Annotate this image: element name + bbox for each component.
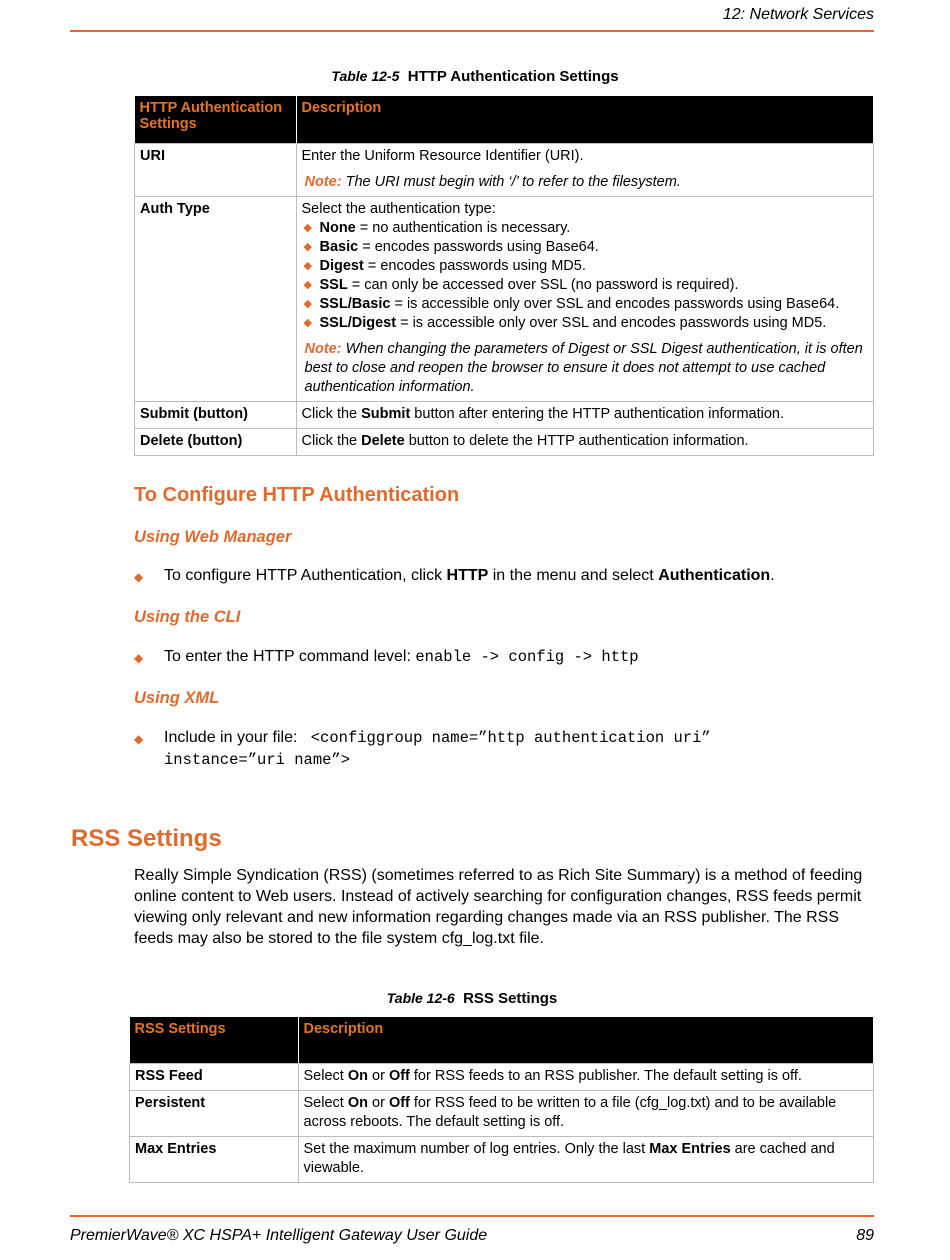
diamond-bullet-icon: ◆ bbox=[134, 570, 144, 584]
list-item: ◆ Include in your file: <configgroup name=”http authentication uri” instance=”uri name”> bbox=[134, 729, 711, 769]
body-paragraph: Really Simple Syndication (RSS) (sometimes referred to as Rich Site Summary) is a method of feeding online content to Web users. Instead of actively searching for configuration changes, RSS feeds permit viewing only relevant and new information regarding changes made via an RSS publisher. The RSS feeds may also be stored to the file system cfg_log.txt file. bbox=[134, 867, 863, 947]
subsection-heading: Using XML bbox=[134, 689, 220, 707]
diamond-bullet-icon: ◆ bbox=[303, 297, 312, 310]
setting-name: Max Entries bbox=[130, 1136, 299, 1182]
document-title: PremierWave® XC HSPA+ Intelligent Gateway User Guide bbox=[70, 1227, 488, 1244]
section-title: RSS Settings bbox=[71, 825, 222, 852]
xml-code: instance=”uri name”> bbox=[164, 751, 351, 769]
section-heading: To Configure HTTP Authentication bbox=[134, 484, 460, 506]
running-header: 12: Network Services bbox=[722, 6, 874, 23]
table-caption bbox=[0, 990, 944, 1007]
running-footer bbox=[70, 1227, 874, 1245]
table-title: RSS Settings bbox=[463, 990, 558, 1007]
table-row bbox=[135, 196, 874, 401]
setting-description: Click the Delete button to delete the HTTP authentication information. bbox=[296, 428, 874, 455]
setting-description: Click the Submit button after entering the HTTP authentication information. bbox=[296, 401, 874, 428]
page-number: 89 bbox=[856, 1227, 874, 1244]
setting-name: Auth Type bbox=[135, 196, 297, 401]
setting-description: Enter the Uniform Resource Identifier (URI). Note: The URI must begin with ‘/’ to refer to the filesystem. bbox=[296, 143, 874, 196]
header-rule bbox=[70, 30, 874, 32]
table-row bbox=[130, 1136, 874, 1182]
diamond-bullet-icon: ◆ bbox=[134, 732, 144, 746]
column-header: Description bbox=[298, 1017, 874, 1063]
column-header: HTTP Authentication Settings bbox=[135, 96, 297, 143]
table-title: HTTP Authentication Settings bbox=[407, 68, 619, 85]
diamond-bullet-icon: ◆ bbox=[134, 651, 144, 665]
table-row bbox=[135, 401, 874, 428]
list-item: ◆ Digest = encodes passwords using MD5. bbox=[303, 257, 586, 274]
list-item: ◆ Basic = encodes passwords using Base64. bbox=[303, 238, 599, 255]
setting-name: Submit (button) bbox=[135, 401, 297, 428]
setting-description: Select On or Off for RSS feeds to an RSS publisher. The default setting is off. bbox=[298, 1063, 874, 1090]
list-item: ◆ SSL/Basic = is accessible only over SSL and encodes passwords using Base64. bbox=[303, 295, 840, 312]
diamond-bullet-icon: ◆ bbox=[303, 259, 312, 272]
rss-settings-table bbox=[129, 1017, 874, 1183]
diamond-bullet-icon: ◆ bbox=[303, 278, 312, 291]
column-header: RSS Settings bbox=[130, 1017, 299, 1063]
note: Note: The URI must begin with ‘/’ to refer to the filesystem. bbox=[304, 173, 681, 190]
setting-description: Select the authentication type: ◆ None = no authentication is necessary. ◆ Basic = encodes passwords using Base64. ◆ Digest = encodes passwords using MD5. ◆ SSL = can only be accessed over SSL (no password is required). ◆ SSL/Basic = is accessible only over SSL and encodes passwords using Base64. ◆ SSL/Digest = is accessible only over SSL and encodes passwords using MD5. Note: When changing the parameters of Digest or SSL Digest authentication, it is often best to close and reopen the browser to ensure it does not attempt to use cached authentication information. bbox=[296, 196, 874, 401]
diamond-bullet-icon: ◆ bbox=[303, 316, 312, 329]
http-auth-table bbox=[134, 96, 874, 456]
setting-description: Select On or Off for RSS feed to be written to a file (cfg_log.txt) and to be available across reboots. The default setting is off. bbox=[298, 1090, 874, 1136]
table-caption bbox=[0, 68, 950, 85]
subsection-heading: Using Web Manager bbox=[134, 528, 292, 546]
diamond-bullet-icon: ◆ bbox=[303, 221, 312, 234]
list-item: ◆ SSL = can only be accessed over SSL (no password is required). bbox=[303, 276, 739, 293]
setting-name: Delete (button) bbox=[135, 428, 297, 455]
list-item: ◆ SSL/Digest = is accessible only over SSL and encodes passwords using MD5. bbox=[303, 314, 827, 331]
table-number: Table 12-6 bbox=[386, 990, 455, 1006]
setting-name: Persistent bbox=[130, 1090, 299, 1136]
table-row bbox=[130, 1063, 874, 1090]
setting-name: RSS Feed bbox=[130, 1063, 299, 1090]
list-item: ◆ To configure HTTP Authentication, click HTTP in the menu and select Authentication. bbox=[134, 565, 874, 586]
table-row bbox=[130, 1090, 874, 1136]
setting-name: URI bbox=[135, 143, 297, 196]
table-row bbox=[135, 428, 874, 455]
footer-rule bbox=[70, 1215, 874, 1217]
list-item: ◆ To enter the HTTP command level: enable -> config -> http bbox=[134, 646, 874, 668]
column-header: Description bbox=[296, 96, 874, 143]
subsection-heading: Using the CLI bbox=[134, 608, 241, 626]
xml-code: <configgroup name=”http authentication uri” bbox=[310, 729, 711, 747]
table-row bbox=[135, 143, 874, 196]
auth-type-list bbox=[302, 219, 869, 333]
diamond-bullet-icon: ◆ bbox=[303, 240, 312, 253]
list-item: ◆ None = no authentication is necessary. bbox=[303, 219, 571, 236]
setting-description: Set the maximum number of log entries. Only the last Max Entries are cached and viewable. bbox=[298, 1136, 874, 1182]
cli-command: enable -> config -> http bbox=[415, 648, 639, 666]
note: Note: When changing the parameters of Digest or SSL Digest authentication, it is often best to close and reopen the browser to ensure it does not attempt to use cached authentication information. bbox=[304, 340, 863, 395]
table-number: Table 12-5 bbox=[331, 68, 400, 84]
